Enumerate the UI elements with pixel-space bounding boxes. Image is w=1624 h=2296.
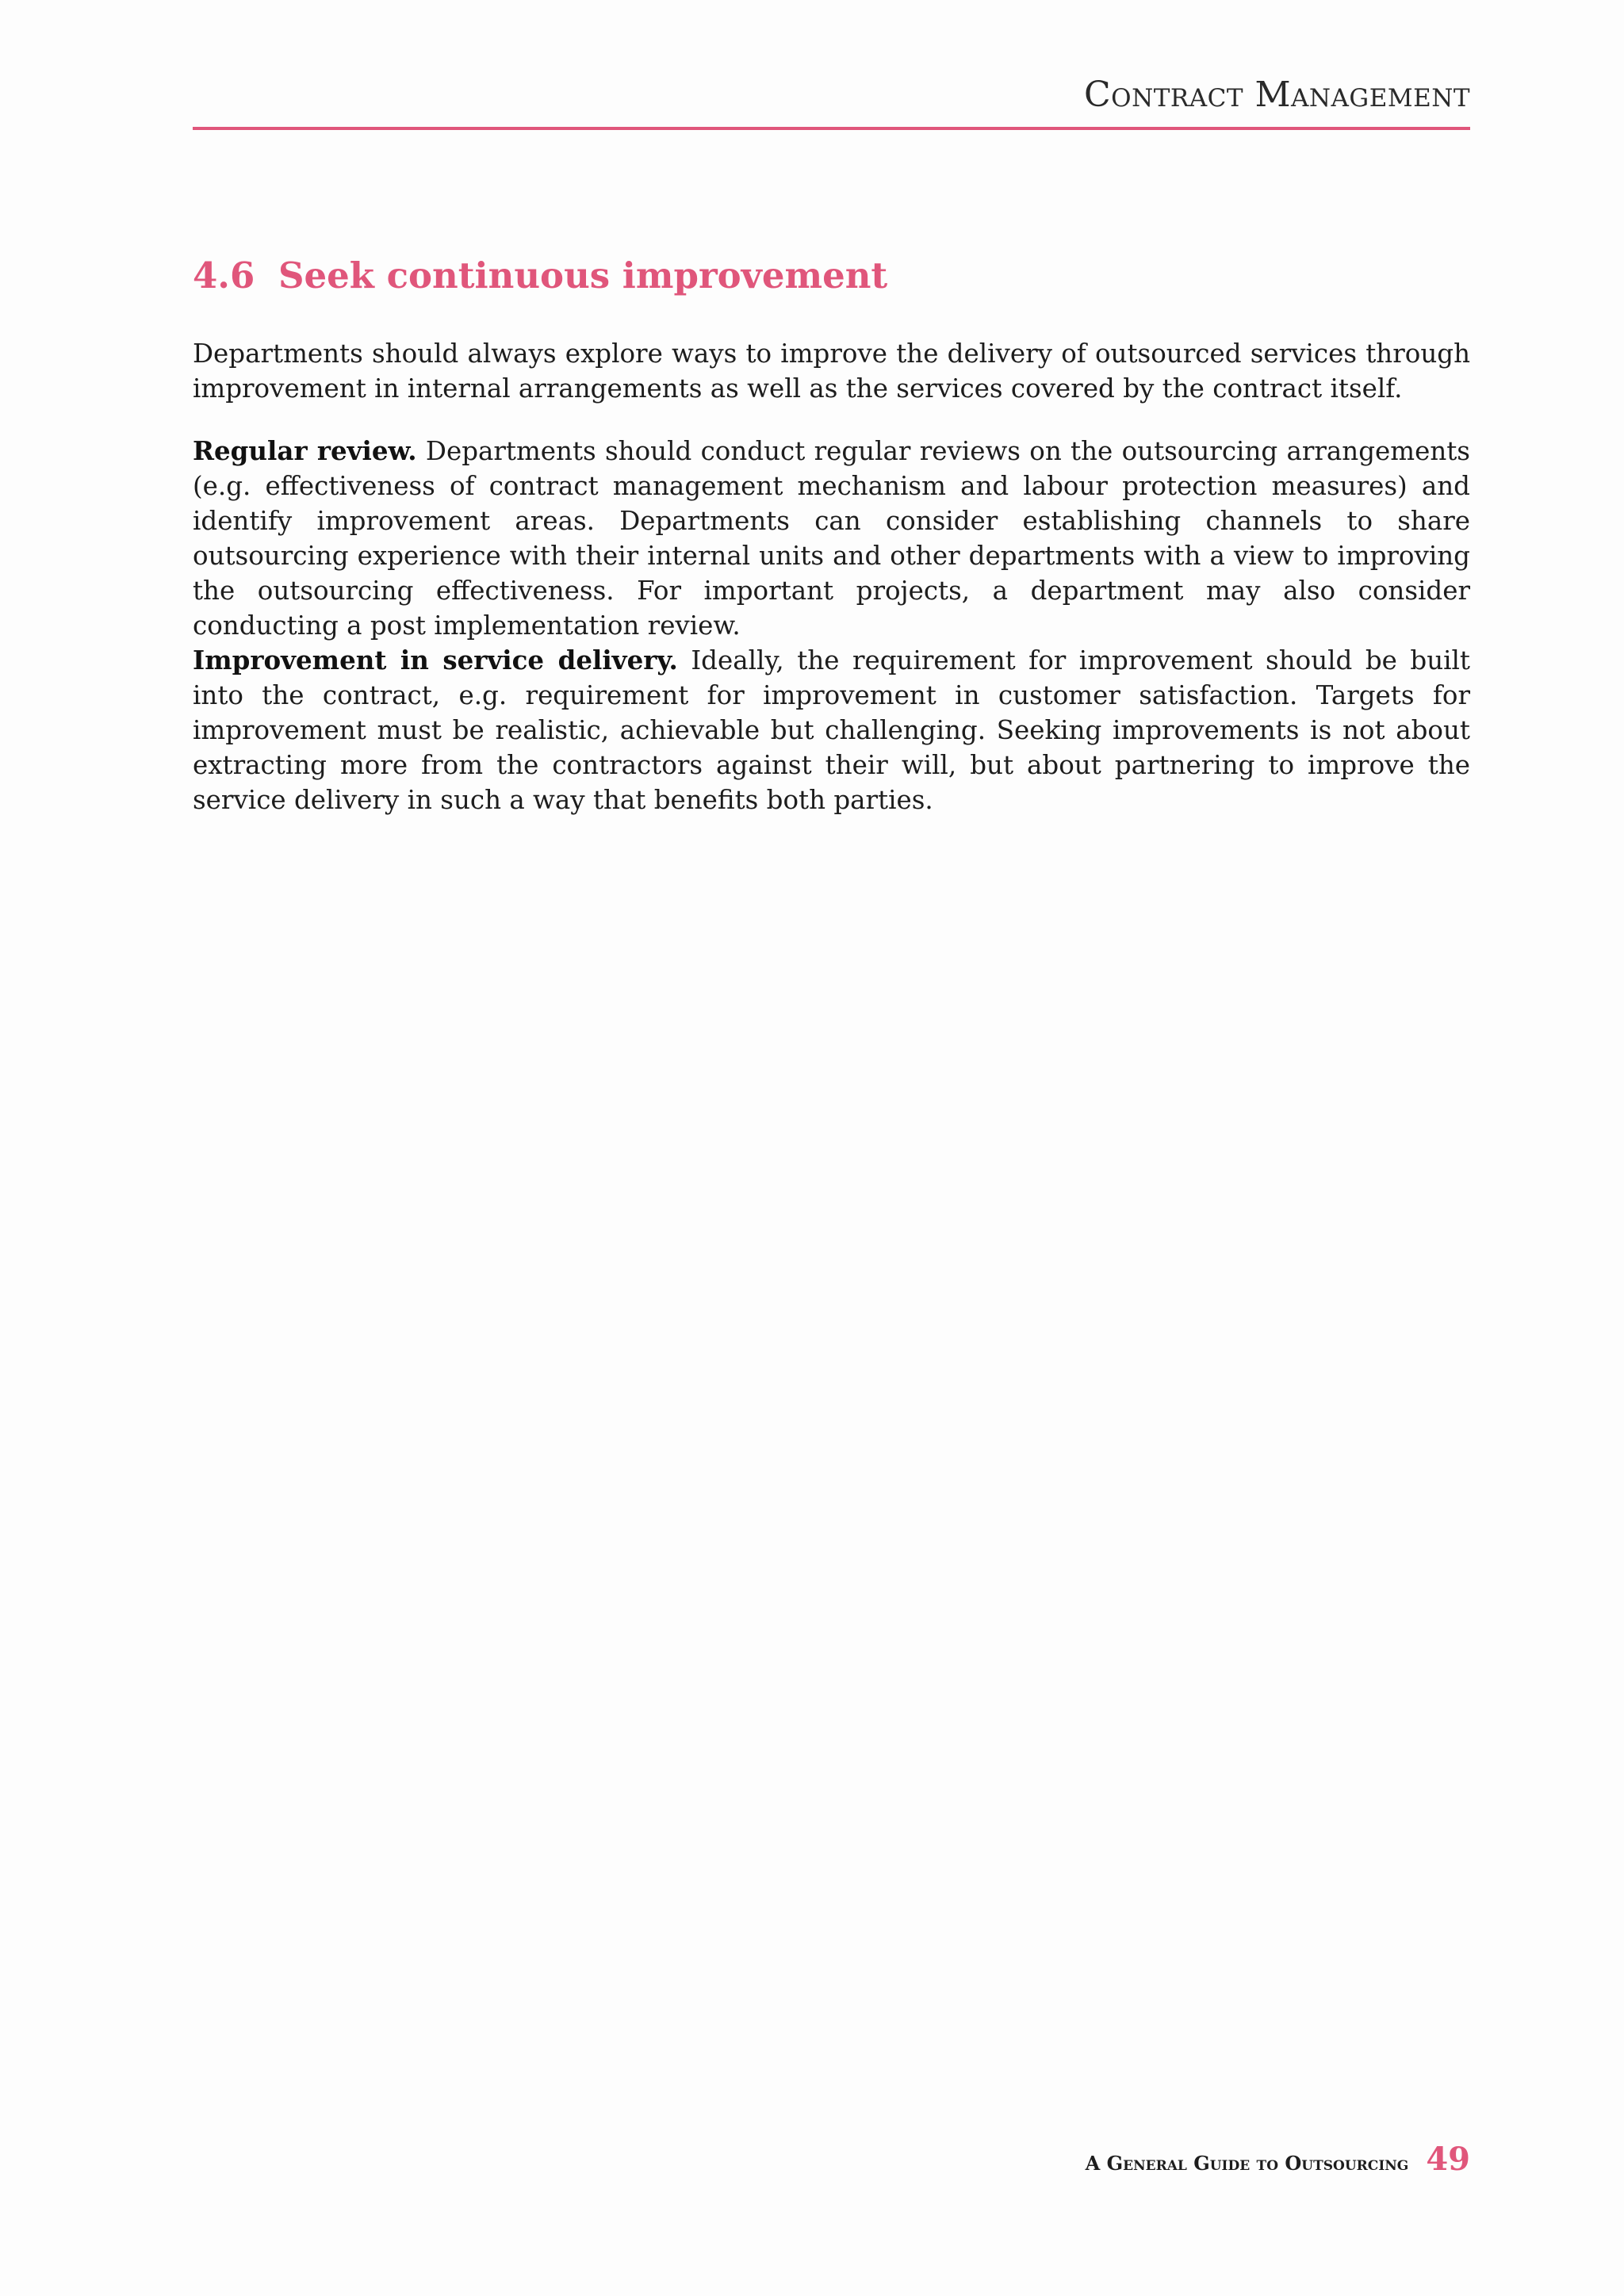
service-delivery-text: Ideally, the requirement for improvement should be built into the contract, e.g. requirement for improvement in customer satisfaction. Targets for improvement must be realistic, achievable but challenging. Seeking improvements is not about extracting more from the contractors against their will, but about partnering to improve the service delivery in such a way that benefits both parties. <box>193 645 1470 815</box>
regular-review-paragraph <box>193 434 1470 643</box>
service-delivery-heading: Improvement in service delivery. <box>193 645 678 675</box>
page-number: 49 <box>1426 2141 1470 2178</box>
section-heading <box>193 256 887 296</box>
regular-review-text: Departments should conduct regular reviews on the outsourcing arrangements (e.g. effectiveness of contract management mechanism and labour protection measures) and identify improvement areas. Departments can consider establishing channels to share outsourcing experience with their internal units and other departments with a view to improving the outsourcing effectiveness. For important projects, a department may also consider conducting a post implementation review. <box>193 436 1470 641</box>
regular-review-heading: Regular review. <box>193 435 417 466</box>
service-delivery-paragraph <box>193 643 1470 817</box>
footer-publication-title: A General Guide to Outsourcing <box>1085 2152 1409 2175</box>
page-footer <box>193 2141 1470 2178</box>
section-title: Seek continuous improvement <box>278 254 888 297</box>
running-header: Contract Management <box>1083 75 1470 115</box>
section-number: 4.6 <box>193 254 255 297</box>
header-rule <box>193 127 1470 130</box>
intro-paragraph: Departments should always explore ways to improve the delivery of outsourced services through improvement in internal arrangements as well as the services covered by the contract itself. <box>193 339 1470 404</box>
